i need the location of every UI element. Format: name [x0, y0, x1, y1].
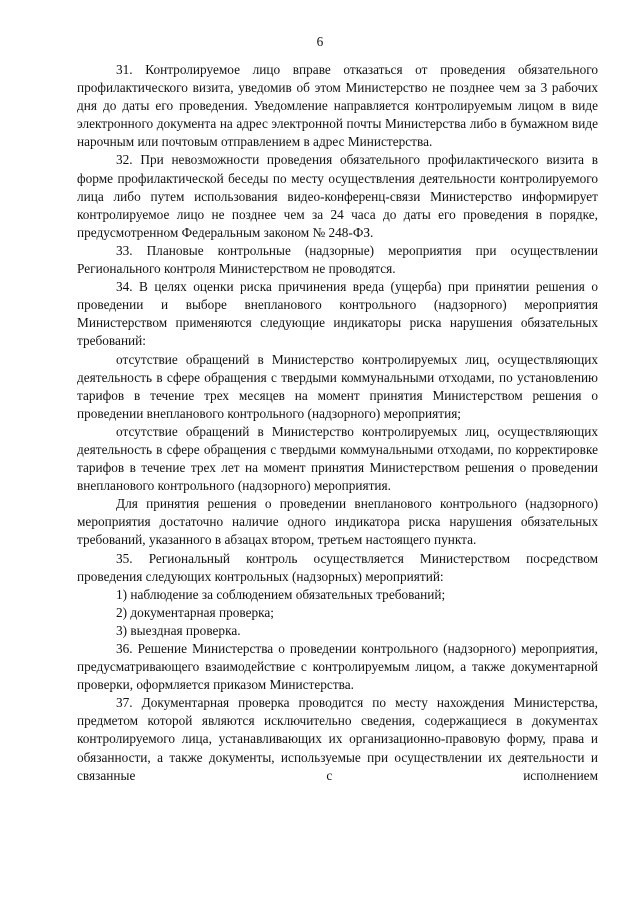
paragraph-31: 31. Контролируемое лицо вправе отказаться от проведения обязательного профилактического визита, уведомив об этом Министерство не позднее чем за 3 рабочих дня до даты его проведения. Уведомление направляется контролируемым лицом в виде электронного документа на адрес электронной почты Министерства либо в бумажном виде нарочным или почтовым отправлением в адрес Министерства.: [77, 62, 598, 150]
page-number: 6: [316, 34, 324, 49]
list-item-2: 2) документарная проверка;: [116, 604, 274, 620]
paragraph-33: 33. Плановые контрольные (надзорные) мероприятия при осуществлении Регионального контроля Министерством не проводятся.: [77, 242, 598, 277]
paragraph-35: 35. Региональный контроль осуществляется Министерством посредством проведения следующих контрольных (надзорных) мероприятий:: [77, 550, 598, 584]
paragraph-34: 34. В целях оценки риска причинения вреда (ущерба) при принятии решения о проведении и выборе внепланового контрольного (надзорного) мероприятия Министерством применяются следующие индикаторы риска нарушения обязательных требований:: [77, 279, 598, 349]
paragraph-32: 32. При невозможности проведения обязательного профилактического визита в форме профилактической беседы по месту осуществления деятельности контролируемого лица либо путем использования видео-конференц-связи Министерство информирует контролируемое лицо не позднее чем за 24 часа до даты его проведения в порядке, предусмотренном Федеральным законом № 248-ФЗ.: [77, 152, 598, 240]
paragraph-37: 37. Документарная проверка проводится по месту нахождения Министерства, предметом которой являются исключительно сведения, содержащиеся в документах контролируемого лица, устанавливающих их организационно-правовую форму, права и обязанности, а также документы, используемые при осуществлении их деятельности и связанные с исполнением: [77, 695, 598, 783]
list-item-3: 3) выездная проверка.: [116, 622, 241, 638]
paragraph-36: 36. Решение Министерства о проведении контрольного (надзорного) мероприятия, предусматривающего взаимодействие с контролируемым лицом, а также документарной проверки, оформляется приказом Министерства.: [77, 641, 598, 693]
list-item-1: 1) наблюдение за соблюдением обязательных требований;: [116, 586, 446, 602]
document-body: [77, 61, 598, 785]
paragraph-34-note: Для принятия решения о проведении внепланового контрольного (надзорного) мероприятия достаточно наличие одного индикатора риска нарушения обязательных требований, указанного в абзацах втором, третьем настоящего пункта.: [77, 496, 598, 548]
paragraph-34-indicator-1: отсутствие обращений в Министерство контролируемых лиц, осуществляющих деятельность в сфере обращения с твердыми коммунальными отходами, по установлению тарифов в течение трех месяцев на момент принятия Министерством решения о проведении внепланового контрольного (надзорного) мероприятия;: [77, 351, 598, 421]
paragraph-34-indicator-2: отсутствие обращений в Министерство контролируемых лиц, осуществляющих деятельность в сфере обращения с твердыми коммунальными отходами, по корректировке тарифов в течение трех лет на момент принятия Министерством решения о проведении внепланового контрольного (надзорного) мероприятия.: [77, 423, 598, 494]
